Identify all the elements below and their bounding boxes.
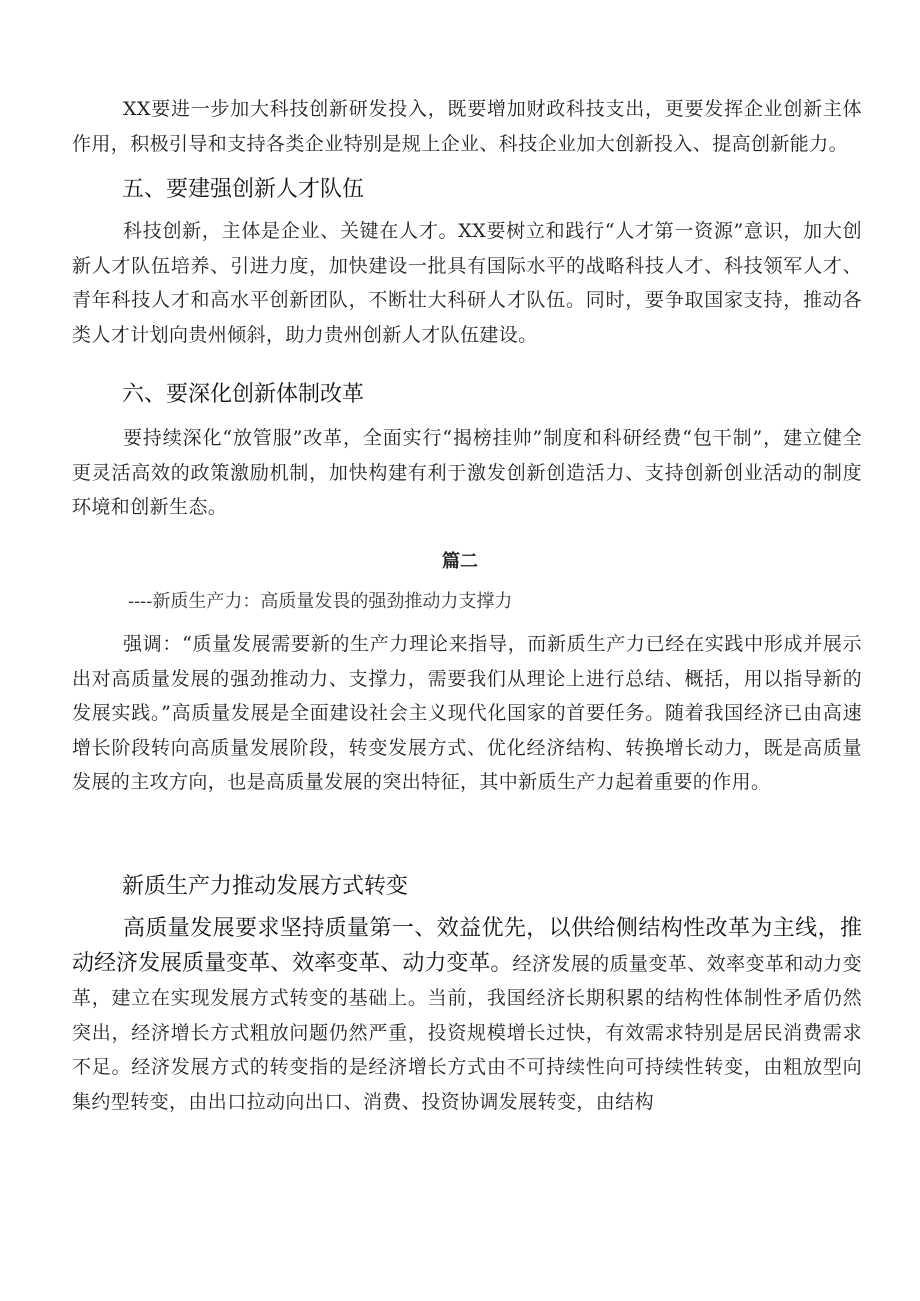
section-title: 篇二 — [442, 551, 478, 572]
paragraph-reform: 要持续深化“放管服”改革，全面实行“揭榜挂帅”制度和科研经费“包干制”，建立健全更灵活高效的政策激励机制，加快构建有利于激发创新创造活力、支持创新创业活动的制度环境和创新生态。 — [72, 427, 862, 518]
heading-talent-team: 五、要建强创新人才队伍 — [122, 177, 365, 202]
body-sentence: 经济发展的质量变革、效率变革和动力变革，建立在实现发展方式转变的基础上。当前，我国经济长期积累的结构性体制性矛盾仍然突出，经济增长方式粗放问题仍然严重，投资规模增长过快，有效需求特别是居民消费需求不足。经济发展方式的转变指的是经济增长方式由不可持续性向可持续性转变，由粗放型向集约型转变，由出口拉动向出口、消费、投资协调发展转变，由结构 — [72, 952, 862, 1113]
lead-sentence: 高质量发展要求坚持质量第一、效益优先，以供给侧结构性改革为主线，推动经济发展质量变革、效率变革、动力变革。 — [72, 916, 862, 976]
section-subtitle: ----新质生产力：高质量发畏的强劲推动力支撑力 — [128, 591, 513, 612]
heading-system-reform: 六、要深化创新体制改革 — [122, 382, 365, 407]
paragraph-high-quality — [72, 912, 862, 1119]
paragraph-rd-investment: XX要进一步加大科技创新研发投入，既要增加财政科技支出，更要发挥企业创新主体作用，积极引导和支持各类企业特别是规上企业、科技企业加大创新投入、提高创新能力。 — [72, 98, 862, 155]
paragraph-talent: 科技创新，主体是企业、关键在人才。XX要树立和践行“人才第一资源”意识，加大创新人才队伍培养、引进力度，加快建设一批具有国际水平的战略科技人才、科技领军人才、青年科技人才和高水平创新团队，不断壮大科研人才队伍。同时，要争取国家支持，推动各类人才计划向贵州倾斜，助力贵州创新人才队伍建设。 — [72, 220, 862, 346]
heading-new-productivity: 新质生产力推动发展方式转变 — [122, 874, 409, 899]
paragraph-emphasis: 强调：“质量发展需要新的生产力理论来指导，而新质生产力已经在实践中形成并展示出对高质量发展的强劲推动力、支撑力，需要我们从理论上进行总结、概括，用以指导新的发展实践。”高质量发展是全面建设社会主义现代化国家的首要任务。随着我国经济已由高速增长阶段转向高质量发展阶段，转变发展方式、优化经济结构、转换增长动力，既是高质量发展的主攻方向，也是高质量发展的突出特征，其中新质生产力起着重要的作用。 — [72, 633, 862, 793]
